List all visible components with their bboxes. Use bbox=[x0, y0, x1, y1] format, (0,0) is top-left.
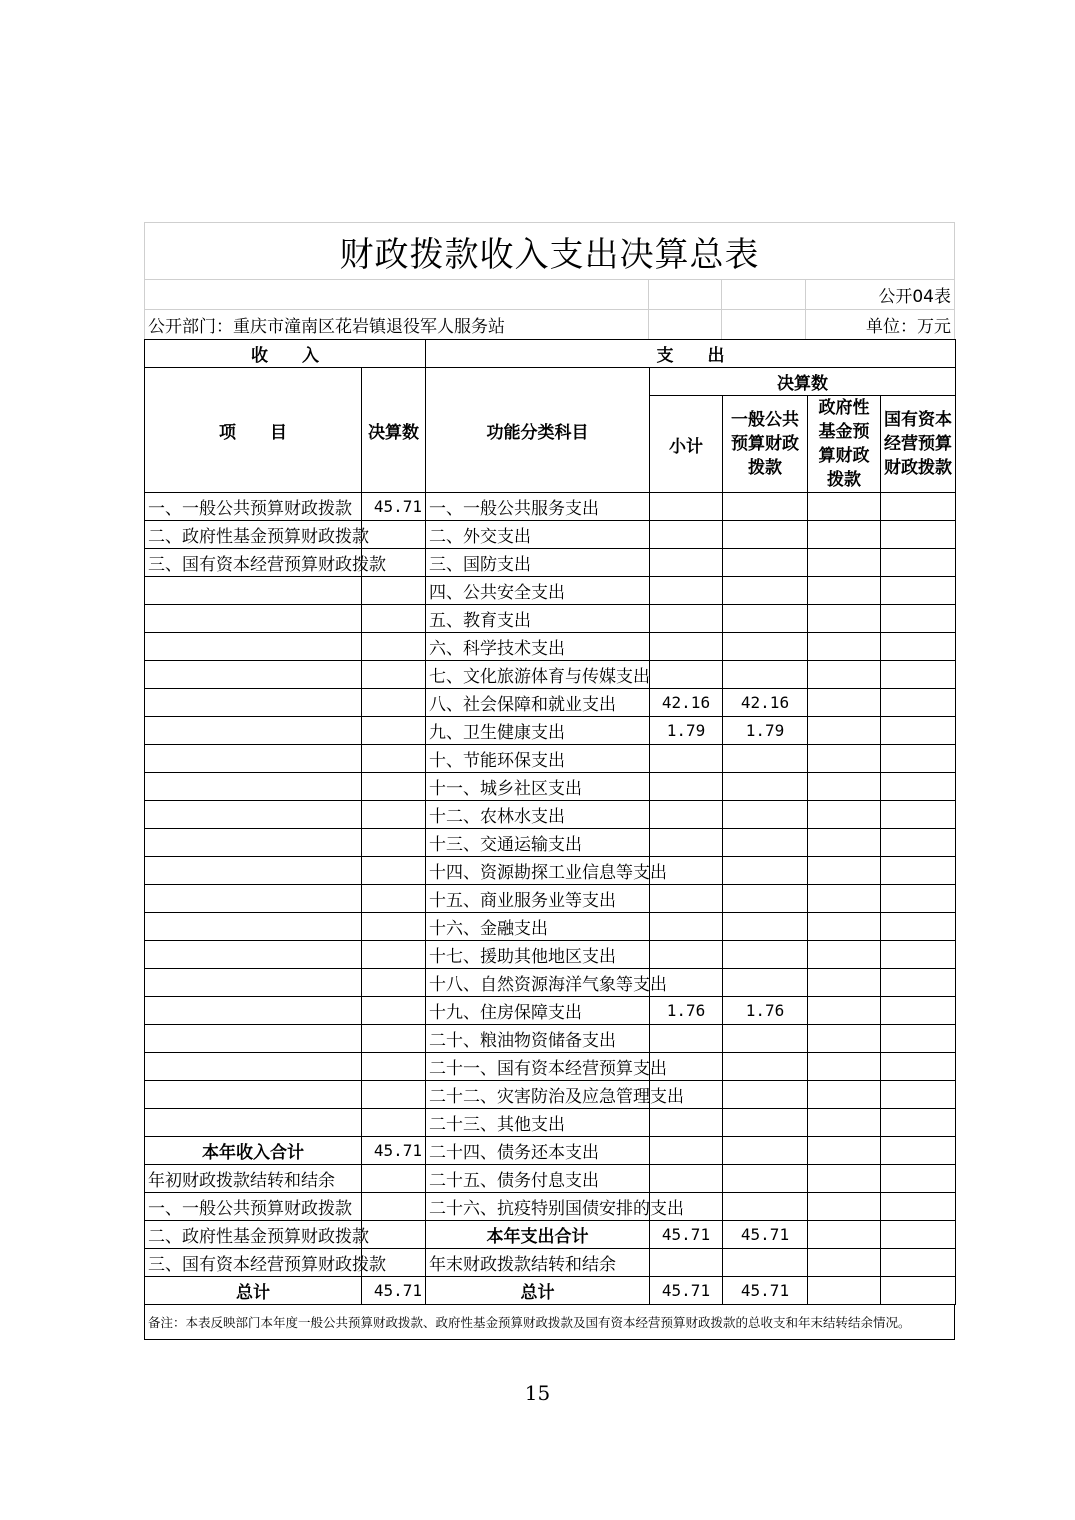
income-item-cell: 总计 bbox=[145, 1277, 362, 1305]
expense-category-cell: 六、科学技术支出 bbox=[426, 633, 650, 661]
expense-category-cell: 十八、自然资源海洋气象等支出 bbox=[426, 969, 650, 997]
state-capital-cell bbox=[881, 1109, 956, 1137]
state-capital-cell bbox=[881, 1249, 956, 1277]
income-amount-cell bbox=[362, 661, 426, 689]
income-item-cell bbox=[145, 801, 362, 829]
general-public-cell bbox=[723, 577, 808, 605]
state-capital-cell bbox=[881, 773, 956, 801]
income-item-cell bbox=[145, 829, 362, 857]
gov-fund-cell bbox=[808, 633, 881, 661]
gov-fund-cell bbox=[808, 661, 881, 689]
income-item-cell bbox=[145, 717, 362, 745]
subtotal-cell: 1.76 bbox=[650, 997, 723, 1025]
subtotal-cell bbox=[650, 577, 723, 605]
budget-table bbox=[144, 339, 956, 1305]
subtotal-cell bbox=[650, 549, 723, 577]
table-row bbox=[145, 885, 956, 913]
expense-category-cell: 九、卫生健康支出 bbox=[426, 717, 650, 745]
expense-category-cell: 八、社会保障和就业支出 bbox=[426, 689, 650, 717]
income-item-cell bbox=[145, 941, 362, 969]
gov-fund-cell bbox=[808, 969, 881, 997]
income-item-cell: 三、国有资本经营预算财政拨款 bbox=[145, 549, 362, 577]
expense-category-cell: 总计 bbox=[426, 1277, 650, 1305]
general-public-cell bbox=[723, 1165, 808, 1193]
general-public-cell bbox=[723, 773, 808, 801]
general-public-cell bbox=[723, 969, 808, 997]
subtotal-cell bbox=[650, 521, 723, 549]
state-capital-cell bbox=[881, 633, 956, 661]
subtotal-cell bbox=[650, 773, 723, 801]
table-row bbox=[145, 969, 956, 997]
subtotal-cell bbox=[650, 1025, 723, 1053]
state-capital-cell bbox=[881, 857, 956, 885]
income-amount-cell bbox=[362, 633, 426, 661]
table-code: 公开04表 bbox=[878, 287, 951, 307]
income-item-cell bbox=[145, 1109, 362, 1137]
general-public-cell: 45.71 bbox=[723, 1221, 808, 1249]
state-capital-cell bbox=[881, 1025, 956, 1053]
expense-category-cell: 本年支出合计 bbox=[426, 1221, 650, 1249]
subtotal-cell: 42.16 bbox=[650, 689, 723, 717]
general-public-cell bbox=[723, 549, 808, 577]
general-public-cell bbox=[723, 1193, 808, 1221]
income-amount-cell bbox=[362, 689, 426, 717]
state-capital-cell bbox=[881, 1193, 956, 1221]
income-amount-cell bbox=[362, 1109, 426, 1137]
table-row bbox=[145, 997, 956, 1025]
income-item-cell: 一、一般公共预算财政拨款 bbox=[145, 1193, 362, 1221]
table-row bbox=[145, 1193, 956, 1221]
income-item-cell bbox=[145, 689, 362, 717]
income-item-cell: 二、政府性基金预算财政拨款 bbox=[145, 1221, 362, 1249]
general-public-cell: 45.71 bbox=[723, 1277, 808, 1305]
table-row bbox=[145, 829, 956, 857]
expense-category-cell: 五、教育支出 bbox=[426, 605, 650, 633]
department-label: 公开部门：重庆市潼南区花岩镇退役军人服务站 bbox=[145, 310, 649, 339]
income-item-cell bbox=[145, 997, 362, 1025]
header-row-sub bbox=[145, 368, 956, 396]
income-item-cell bbox=[145, 633, 362, 661]
subtotal-header: 小计 bbox=[650, 396, 723, 493]
state-capital-cell bbox=[881, 549, 956, 577]
expense-category-cell: 二十三、其他支出 bbox=[426, 1109, 650, 1137]
expense-category-cell: 三、国防支出 bbox=[426, 549, 650, 577]
gov-fund-cell bbox=[808, 1193, 881, 1221]
table-row bbox=[145, 1137, 956, 1165]
general-public-cell bbox=[723, 633, 808, 661]
table-row bbox=[145, 1277, 956, 1305]
general-public-cell bbox=[723, 1249, 808, 1277]
expense-category-cell: 十一、城乡社区支出 bbox=[426, 773, 650, 801]
gov-fund-cell bbox=[808, 1053, 881, 1081]
state-capital-cell bbox=[881, 969, 956, 997]
expense-category-cell: 一、一般公共服务支出 bbox=[426, 493, 650, 521]
subtotal-cell bbox=[650, 745, 723, 773]
general-public-cell: 42.16 bbox=[723, 689, 808, 717]
state-capital-cell bbox=[881, 1137, 956, 1165]
gov-fund-cell bbox=[808, 941, 881, 969]
state-capital-cell bbox=[881, 661, 956, 689]
gov-fund-cell bbox=[808, 549, 881, 577]
income-amount-cell: 45.71 bbox=[362, 493, 426, 521]
subtotal-cell bbox=[650, 885, 723, 913]
income-item-cell bbox=[145, 745, 362, 773]
state-capital-cell bbox=[881, 1165, 956, 1193]
gov-fund-cell bbox=[808, 493, 881, 521]
expense-category-cell: 十二、农林水支出 bbox=[426, 801, 650, 829]
income-amount-cell bbox=[362, 829, 426, 857]
income-item-cell: 一、一般公共预算财政拨款 bbox=[145, 493, 362, 521]
income-amount-cell bbox=[362, 913, 426, 941]
gov-fund-cell bbox=[808, 521, 881, 549]
income-amount-cell bbox=[362, 969, 426, 997]
income-amount-cell: 45.71 bbox=[362, 1277, 426, 1305]
subtotal-cell bbox=[650, 661, 723, 689]
table-row bbox=[145, 577, 956, 605]
income-header: 收 入 bbox=[145, 340, 426, 368]
unit-label: 单位：万元 bbox=[866, 317, 951, 337]
state-capital-cell bbox=[881, 577, 956, 605]
expense-category-cell: 二、外交支出 bbox=[426, 521, 650, 549]
subtotal-cell bbox=[650, 829, 723, 857]
subtotal-cell bbox=[650, 605, 723, 633]
expense-header: 支 出 bbox=[426, 340, 956, 368]
gov-fund-cell bbox=[808, 745, 881, 773]
gov-fund-cell bbox=[808, 1025, 881, 1053]
gov-fund-cell bbox=[808, 997, 881, 1025]
income-amount-cell bbox=[362, 521, 426, 549]
gov-fund-cell bbox=[808, 689, 881, 717]
expense-category-cell: 二十四、债务还本支出 bbox=[426, 1137, 650, 1165]
expense-category-cell: 二十、粮油物资储备支出 bbox=[426, 1025, 650, 1053]
table-row bbox=[145, 605, 956, 633]
subtotal-cell bbox=[650, 493, 723, 521]
income-amount-cell bbox=[362, 577, 426, 605]
general-public-cell bbox=[723, 941, 808, 969]
general-public-cell bbox=[723, 1081, 808, 1109]
general-public-cell bbox=[723, 521, 808, 549]
table-row bbox=[145, 661, 956, 689]
income-item-cell: 三、国有资本经营预算财政拨款 bbox=[145, 1249, 362, 1277]
expense-category-cell: 四、公共安全支出 bbox=[426, 577, 650, 605]
subtotal-cell bbox=[650, 1109, 723, 1137]
income-item-cell bbox=[145, 661, 362, 689]
expense-category-cell: 十六、金融支出 bbox=[426, 913, 650, 941]
income-amount-cell bbox=[362, 857, 426, 885]
table-row bbox=[145, 773, 956, 801]
income-amount-cell bbox=[362, 997, 426, 1025]
expense-category-cell: 十三、交通运输支出 bbox=[426, 829, 650, 857]
table-row bbox=[145, 1221, 956, 1249]
general-public-cell bbox=[723, 493, 808, 521]
gov-fund-cell bbox=[808, 857, 881, 885]
general-public-cell bbox=[723, 661, 808, 689]
income-amount-cell: 45.71 bbox=[362, 1137, 426, 1165]
subtotal-cell bbox=[650, 1137, 723, 1165]
expense-category-cell: 十五、商业服务业等支出 bbox=[426, 885, 650, 913]
income-item-cell: 年初财政拨款结转和结余 bbox=[145, 1165, 362, 1193]
table-row bbox=[145, 745, 956, 773]
subtotal-cell: 45.71 bbox=[650, 1277, 723, 1305]
table-row bbox=[145, 857, 956, 885]
table-row bbox=[145, 549, 956, 577]
income-amount-cell bbox=[362, 1193, 426, 1221]
final-amount-header: 决算数 bbox=[650, 368, 956, 396]
general-public-cell bbox=[723, 1109, 808, 1137]
header-row-main bbox=[145, 340, 956, 368]
general-public-cell: 1.76 bbox=[723, 997, 808, 1025]
item-header: 项 目 bbox=[145, 368, 362, 493]
expense-category-cell: 二十一、国有资本经营预算支出 bbox=[426, 1053, 650, 1081]
income-item-cell bbox=[145, 1025, 362, 1053]
gov-fund-cell bbox=[808, 1109, 881, 1137]
state-capital-cell bbox=[881, 605, 956, 633]
table-row bbox=[145, 1109, 956, 1137]
expense-category-cell: 七、文化旅游体育与传媒支出 bbox=[426, 661, 650, 689]
state-capital-cell bbox=[881, 717, 956, 745]
expense-category-cell: 二十六、抗疫特别国债安排的支出 bbox=[426, 1193, 650, 1221]
table-row bbox=[145, 1165, 956, 1193]
expense-category-cell: 二十二、灾害防治及应急管理支出 bbox=[426, 1081, 650, 1109]
income-item-cell bbox=[145, 969, 362, 997]
table-row bbox=[145, 941, 956, 969]
income-amount-cell bbox=[362, 773, 426, 801]
state-capital-cell bbox=[881, 1081, 956, 1109]
footnote: 备注：本表反映部门本年度一般公共预算财政拨款、政府性基金预算财政拨款及国有资本经营预算财政拨款的总收支和年末结转结余情况。 bbox=[144, 1305, 955, 1340]
general-public-header: 一般公共预算财政拨款 bbox=[723, 396, 808, 493]
income-item-cell bbox=[145, 885, 362, 913]
gov-fund-cell bbox=[808, 913, 881, 941]
income-amount-cell bbox=[362, 745, 426, 773]
function-category-header: 功能分类科目 bbox=[426, 368, 650, 493]
state-capital-cell bbox=[881, 913, 956, 941]
state-capital-cell bbox=[881, 997, 956, 1025]
income-amount-cell bbox=[362, 717, 426, 745]
general-public-cell bbox=[723, 605, 808, 633]
table-row bbox=[145, 801, 956, 829]
income-amount-cell bbox=[362, 1221, 426, 1249]
gov-fund-cell bbox=[808, 1165, 881, 1193]
subtotal-cell bbox=[650, 801, 723, 829]
table-row bbox=[145, 1025, 956, 1053]
table-row bbox=[145, 913, 956, 941]
gov-fund-header: 政府性基金预算财政拨款 bbox=[808, 396, 881, 493]
expense-category-cell: 二十五、债务付息支出 bbox=[426, 1165, 650, 1193]
general-public-cell bbox=[723, 829, 808, 857]
state-capital-cell bbox=[881, 745, 956, 773]
subtotal-cell: 45.71 bbox=[650, 1221, 723, 1249]
income-amount-cell bbox=[362, 1025, 426, 1053]
state-capital-cell bbox=[881, 1277, 956, 1305]
subtotal-cell bbox=[650, 1165, 723, 1193]
gov-fund-cell bbox=[808, 1221, 881, 1249]
income-item-cell bbox=[145, 1053, 362, 1081]
state-capital-cell bbox=[881, 941, 956, 969]
subtotal-cell bbox=[650, 633, 723, 661]
gov-fund-cell bbox=[808, 1249, 881, 1277]
income-item-cell: 二、政府性基金预算财政拨款 bbox=[145, 521, 362, 549]
gov-fund-cell bbox=[808, 1081, 881, 1109]
gov-fund-cell bbox=[808, 577, 881, 605]
general-public-cell bbox=[723, 913, 808, 941]
table-row bbox=[145, 717, 956, 745]
expense-category-cell: 十七、援助其他地区支出 bbox=[426, 941, 650, 969]
expense-category-cell: 十九、住房保障支出 bbox=[426, 997, 650, 1025]
subtotal-cell bbox=[650, 1249, 723, 1277]
general-public-cell bbox=[723, 801, 808, 829]
general-public-cell bbox=[723, 1137, 808, 1165]
gov-fund-cell bbox=[808, 773, 881, 801]
general-public-cell bbox=[723, 1025, 808, 1053]
state-capital-cell bbox=[881, 885, 956, 913]
income-item-cell bbox=[145, 773, 362, 801]
gov-fund-cell bbox=[808, 717, 881, 745]
income-item-cell: 本年收入合计 bbox=[145, 1137, 362, 1165]
department-row bbox=[144, 309, 955, 339]
gov-fund-cell bbox=[808, 829, 881, 857]
gov-fund-cell bbox=[808, 1277, 881, 1305]
gov-fund-cell bbox=[808, 605, 881, 633]
income-item-cell bbox=[145, 857, 362, 885]
income-amount-cell bbox=[362, 1081, 426, 1109]
state-capital-cell bbox=[881, 829, 956, 857]
gov-fund-cell bbox=[808, 885, 881, 913]
table-row bbox=[145, 1053, 956, 1081]
table-row bbox=[145, 493, 956, 521]
state-capital-cell bbox=[881, 521, 956, 549]
gov-fund-cell bbox=[808, 1137, 881, 1165]
table-row bbox=[145, 1249, 956, 1277]
state-capital-cell bbox=[881, 801, 956, 829]
general-public-cell bbox=[723, 1053, 808, 1081]
amount-header: 决算数 bbox=[362, 368, 426, 493]
general-public-cell bbox=[723, 745, 808, 773]
state-capital-cell bbox=[881, 689, 956, 717]
general-public-cell bbox=[723, 885, 808, 913]
report-sheet bbox=[144, 222, 955, 1340]
state-capital-cell bbox=[881, 1221, 956, 1249]
income-item-cell bbox=[145, 913, 362, 941]
subtotal-cell: 1.79 bbox=[650, 717, 723, 745]
income-amount-cell bbox=[362, 885, 426, 913]
income-item-cell bbox=[145, 605, 362, 633]
table-code-row bbox=[144, 279, 955, 309]
income-amount-cell bbox=[362, 801, 426, 829]
state-capital-header: 国有资本经营预算财政拨款 bbox=[881, 396, 956, 493]
expense-category-cell: 年末财政拨款结转和结余 bbox=[426, 1249, 650, 1277]
table-row bbox=[145, 1081, 956, 1109]
general-public-cell: 1.79 bbox=[723, 717, 808, 745]
subtotal-cell bbox=[650, 941, 723, 969]
state-capital-cell bbox=[881, 493, 956, 521]
income-item-cell bbox=[145, 577, 362, 605]
income-item-cell bbox=[145, 1081, 362, 1109]
gov-fund-cell bbox=[808, 801, 881, 829]
page-number: 15 bbox=[524, 1381, 551, 1405]
state-capital-cell bbox=[881, 1053, 956, 1081]
table-row bbox=[145, 633, 956, 661]
title-row bbox=[144, 222, 955, 279]
general-public-cell bbox=[723, 857, 808, 885]
expense-category-cell: 十四、资源勘探工业信息等支出 bbox=[426, 857, 650, 885]
income-amount-cell bbox=[362, 1053, 426, 1081]
income-amount-cell bbox=[362, 605, 426, 633]
income-amount-cell bbox=[362, 1165, 426, 1193]
subtotal-cell bbox=[650, 913, 723, 941]
page-title: 财政拨款收入支出决算总表 bbox=[339, 234, 760, 275]
income-amount-cell bbox=[362, 941, 426, 969]
expense-category-cell: 十、节能环保支出 bbox=[426, 745, 650, 773]
table-row bbox=[145, 689, 956, 717]
table-row bbox=[145, 521, 956, 549]
